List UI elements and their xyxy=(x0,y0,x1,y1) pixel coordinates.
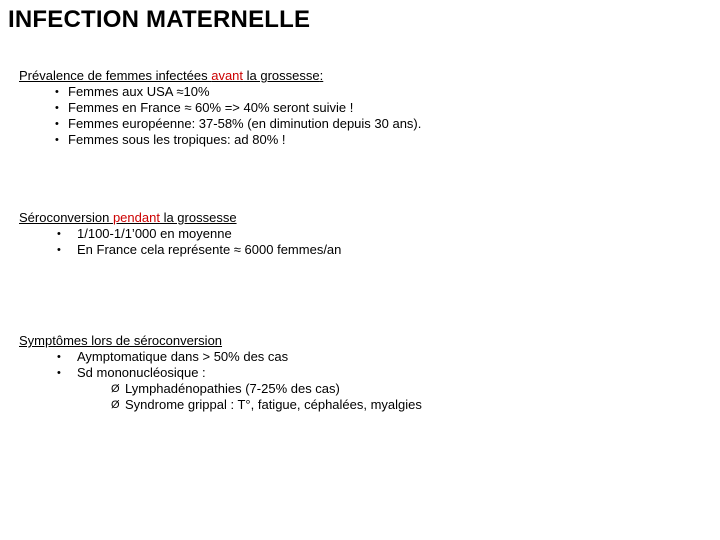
bullet-icon: • xyxy=(57,351,61,363)
sub-list xyxy=(19,381,422,413)
heading-text: la grossesse xyxy=(159,210,237,225)
section-symptomes xyxy=(19,333,422,413)
sub-list-item-text: Lymphadénopathies (7-25% des cas) xyxy=(125,381,340,396)
list-item-text: Femmes aux USA ≈10% xyxy=(68,84,210,99)
section-seroconversion xyxy=(19,210,341,258)
section-heading: Symptômes lors de séroconversion xyxy=(19,333,223,348)
heading-emphasis: avant xyxy=(211,68,244,83)
bullet-icon: • xyxy=(57,244,61,256)
slide-title: INFECTION MATERNELLE xyxy=(8,6,311,33)
section-prevalence xyxy=(19,68,421,148)
heading-text: Séroconversion xyxy=(19,210,113,225)
arrow-bullet-icon: Ø xyxy=(111,383,120,395)
list-item-text: Femmes européenne: 37-58% (en diminution depuis 30 ans). xyxy=(68,116,422,131)
bullet-icon: • xyxy=(57,367,61,379)
list-item-text: Sd mononucléosique : xyxy=(77,365,206,380)
bullet-icon: • xyxy=(55,86,59,98)
heading-text: Prévalence de femmes infectées xyxy=(19,68,212,83)
list-item-text: Femmes sous les tropiques: ad 80% ! xyxy=(68,132,286,147)
sub-list-item-text: Syndrome grippal : T°, fatigue, céphalées, myalgies xyxy=(125,397,422,412)
heading-text: la grossesse xyxy=(243,68,320,83)
list-item-text: Femmes en France ≈ 60% => 40% seront suivie ! xyxy=(68,100,354,115)
bullet-icon: • xyxy=(55,118,59,130)
sub-list-item xyxy=(19,397,422,413)
list-item-text: Aymptomatique dans > 50% des cas xyxy=(77,349,289,364)
list-item xyxy=(19,116,421,132)
bullet-list xyxy=(19,226,341,258)
list-item-text: 1/100-1/1’000 en moyenne xyxy=(77,226,232,241)
bullet-icon: • xyxy=(55,102,59,114)
sub-list-item xyxy=(19,381,422,397)
list-item xyxy=(19,365,422,381)
heading-colon: : xyxy=(319,68,324,83)
section-heading xyxy=(19,68,421,84)
arrow-bullet-icon: Ø xyxy=(111,399,120,411)
bullet-icon: • xyxy=(57,228,61,240)
list-item xyxy=(19,226,341,242)
bullet-list xyxy=(19,349,422,381)
list-item xyxy=(19,100,421,116)
section-heading xyxy=(19,210,341,226)
list-item xyxy=(19,132,421,148)
list-item xyxy=(19,242,341,258)
list-item xyxy=(19,349,422,365)
bullet-icon: • xyxy=(55,134,59,146)
list-item-text: En France cela représente ≈ 6000 femmes/an xyxy=(77,242,342,257)
list-item xyxy=(19,84,421,100)
heading-emphasis: pendant xyxy=(112,210,160,225)
bullet-list xyxy=(19,84,421,148)
